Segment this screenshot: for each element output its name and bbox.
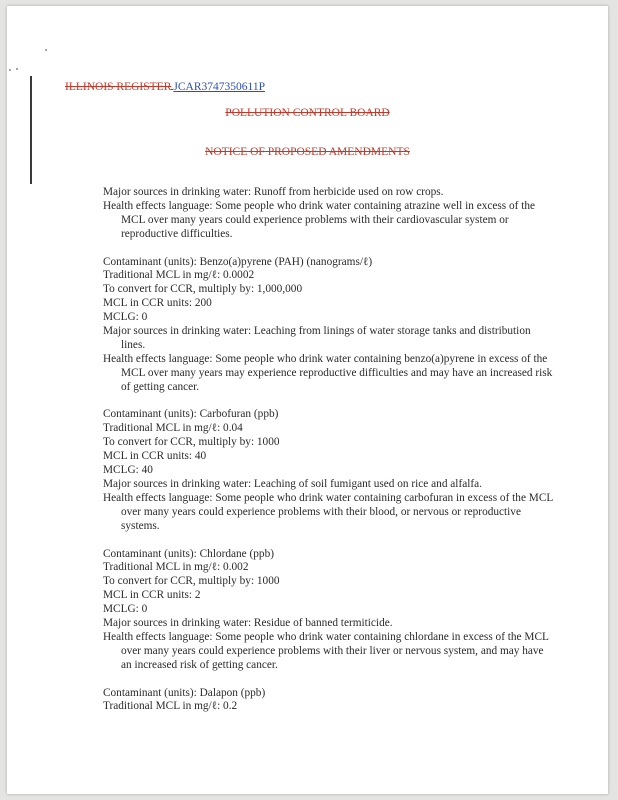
notice-title: NOTICE OF PROPOSED AMENDMENTS — [205, 146, 410, 158]
body-paragraph: Contaminant (units): Chlordane (ppb) — [103, 547, 274, 560]
scan-speck — [16, 68, 18, 70]
body-paragraph: To convert for CCR, multiply by: 1000 — [103, 575, 280, 588]
body-paragraph: To convert for CCR, multiply by: 1,000,000 — [103, 283, 303, 296]
blank-line — [103, 395, 553, 409]
body-paragraph: Contaminant (units): Benzo(a)pyrene (PAH) (nanograms/ℓ) — [103, 255, 373, 268]
board-title: POLLUTION CONTROL BOARD — [225, 107, 390, 119]
body-paragraph: MCL in CCR units: 40 — [103, 450, 207, 463]
register-title: ILLINOIS REGISTER — [65, 81, 172, 93]
body-paragraph: Health effects language: Some people who drink water containing atrazine well in excess of the MCL over many years could experience problems with their cardiovascular system or reproductive difficulties. — [103, 199, 536, 240]
body-paragraph: MCLG: 0 — [103, 603, 148, 616]
body-paragraph: Contaminant (units): Carbofuran (ppb) — [103, 408, 279, 421]
body-paragraph: Major sources in drinking water: Residue of banned termiticide. — [103, 617, 393, 630]
revision-bar — [30, 76, 32, 184]
body-paragraph: MCLG: 40 — [103, 464, 153, 477]
body-paragraph: Health effects language: Some people who drink water containing benzo(a)pyrene in excess of the MCL over many years may experience reproductive difficulties and may have an increased risk of getting cancer. — [103, 352, 553, 393]
scan-speck — [45, 49, 47, 51]
body-paragraph: MCLG: 0 — [103, 311, 148, 324]
body-paragraph: Traditional MCL in mg/ℓ: 0.2 — [103, 700, 238, 713]
body-paragraph: Traditional MCL in mg/ℓ: 0.04 — [103, 422, 243, 435]
body-paragraph: Major sources in drinking water: Leaching from linings of water storage tanks and distribution lines. — [103, 325, 531, 351]
body-paragraph: MCL in CCR units: 200 — [103, 297, 212, 310]
blank-line — [103, 242, 553, 256]
register-header — [65, 81, 265, 93]
scan-speck — [9, 69, 11, 71]
body-paragraph: Traditional MCL in mg/ℓ: 0.002 — [103, 561, 249, 574]
body-paragraph: Health effects language: Some people who drink water containing carbofuran in excess of the MCL over many years could experience problems with their blood, or nervous or reproductive systems. — [103, 491, 553, 532]
body-paragraph: Contaminant (units): Dalapon (ppb) — [103, 686, 266, 699]
body-paragraph: Health effects language: Some people who drink water containing chlordane in excess of the MCL over many years could experience problems with their liver or nervous system, and may have an increased risk of getting cancer. — [103, 630, 549, 671]
jcar-code: JCAR3747350611P — [173, 81, 265, 93]
body-paragraph: Major sources in drinking water: Runoff from herbicide used on row crops. — [103, 186, 444, 198]
body-paragraph: Traditional MCL in mg/ℓ: 0.0002 — [103, 269, 255, 282]
document-page — [7, 6, 608, 794]
blank-line — [103, 673, 553, 687]
body-paragraph: To convert for CCR, multiply by: 1000 — [103, 436, 280, 449]
body-paragraph: MCL in CCR units: 2 — [103, 589, 201, 602]
blank-line — [103, 534, 553, 548]
body-paragraph: Major sources in drinking water: Leaching of soil fumigant used on rice and alfalfa. — [103, 478, 482, 490]
document-body — [103, 186, 553, 714]
